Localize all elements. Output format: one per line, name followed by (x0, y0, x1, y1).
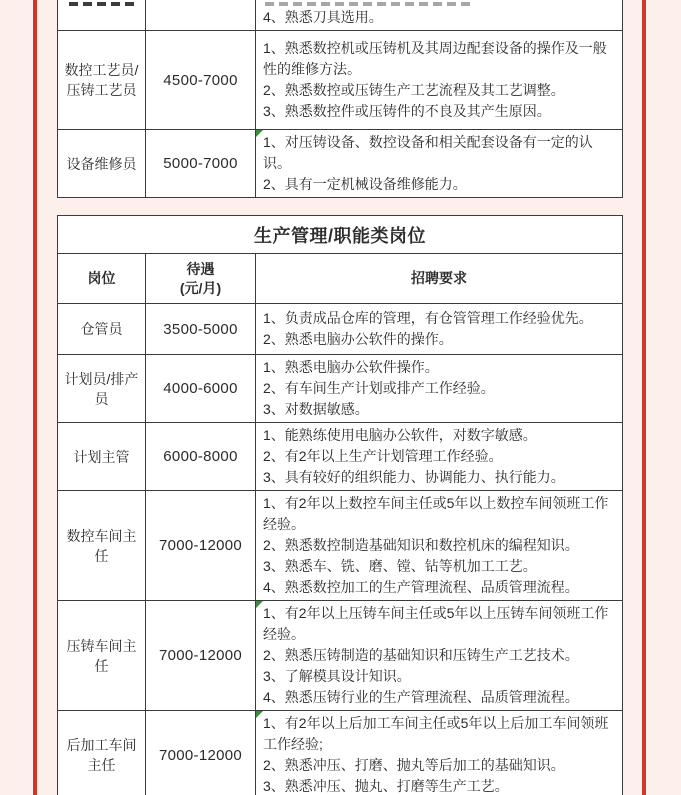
requirement-item: 1、熟悉数控机或压铸机及其周边配套设备的操作及一般性的维修方法。 (263, 40, 607, 77)
salary-cell: 7000-12000 (146, 601, 256, 711)
salary-cell: 7000-12000 (146, 491, 256, 601)
cutoff-text-remnant (265, 2, 475, 6)
salary-cell: 4500-7000 (146, 31, 256, 130)
salary-cell: 4000-6000 (146, 355, 256, 423)
requirement-item: 2、熟悉压铸制造的基础知识和压铸生产工艺技术。 (263, 647, 579, 663)
requirement-item: 1、有2年以上后加工车间主任或5年以上后加工车间领班工作经验; (263, 715, 609, 752)
requirement-item: 2、熟悉数控或压铸生产工艺流程及其工艺调整。 (263, 82, 565, 98)
salary-cell: 5000-7000 (146, 130, 256, 198)
salary-cell: 3500-5000 (146, 304, 256, 355)
requirement-item: 1、负责成品仓库的管理，有仓管管理工作经验优先。 (263, 310, 593, 326)
cutoff-text-remnant (69, 2, 135, 6)
table-row (58, 31, 623, 130)
requirement-item: 1、能熟练使用电脑办公软件，对数字敏感。 (263, 427, 537, 443)
requirement-item: 1、熟悉电脑办公软件操作。 (263, 359, 439, 375)
requirement-item: 1、对压铸设备、数控设备和相关配套设备有一定的认识。 (263, 134, 593, 171)
requirement-item: 3、具有较好的组织能力、协调能力、执行能力。 (263, 469, 565, 485)
requirements-cell (256, 0, 623, 31)
position-cell: 计划员/排产员 (58, 355, 146, 423)
table-row (58, 491, 623, 601)
table-title: 生产管理/职能类岗位 (58, 216, 623, 254)
requirements-cell (256, 711, 623, 795)
position-cell: 数控工艺员/压铸工艺员 (58, 31, 146, 130)
table-row (58, 355, 623, 423)
column-header-requirements: 招聘要求 (256, 254, 623, 304)
requirements-cell (256, 423, 623, 491)
position-cell: 仓管员 (58, 304, 146, 355)
management-jobs-table (57, 215, 623, 795)
salary-cell: 6000-8000 (146, 423, 256, 491)
requirement-item: 2、熟悉冲压、打磨、抛丸等后加工的基础知识。 (263, 757, 565, 773)
requirement-item: 2、具有一定机械设备维修能力。 (263, 176, 467, 192)
table-row (58, 304, 623, 355)
position-cell: 数控车间主任 (58, 491, 146, 601)
requirement-item: 2、熟悉电脑办公软件的操作。 (263, 331, 453, 347)
salary-header-unit: (元/月) (179, 279, 222, 296)
requirements-cell (256, 130, 623, 198)
article-content (57, 0, 622, 795)
table-row (58, 423, 623, 491)
requirement-item: 3、了解模具设计知识。 (263, 668, 411, 684)
salary-header-label: 待遇 (186, 260, 215, 277)
requirement-item: 4、熟悉压铸行业的生产管理流程、品质管理流程。 (263, 689, 579, 705)
requirement-item: 2、有2年以上生产计划管理工作经验。 (263, 448, 503, 464)
table-row (58, 601, 623, 711)
table-row (58, 711, 623, 795)
table-row (58, 0, 623, 31)
salary-cell (146, 0, 256, 31)
requirement-item: 3、对数据敏感。 (263, 401, 369, 417)
column-header-salary (146, 254, 256, 304)
requirements-cell (256, 355, 623, 423)
position-cell: 后加工车间主任 (58, 711, 146, 795)
requirements-cell (256, 31, 623, 130)
position-cell: 压铸车间主任 (58, 601, 146, 711)
position-cell: 计划主管 (58, 423, 146, 491)
requirement-item: 3、熟悉数控件或压铸件的不良及其产生原因。 (263, 103, 551, 119)
technical-jobs-table (57, 0, 623, 198)
right-accent-line (642, 0, 646, 795)
requirement-item: 4、熟悉刀具选用。 (263, 9, 383, 25)
position-cell (58, 0, 146, 31)
requirement-item: 2、熟悉数控制造基础知识和数控机床的编程知识。 (263, 537, 579, 553)
requirement-item: 2、有车间生产计划或排产工作经验。 (263, 380, 495, 396)
table-title-row (58, 216, 623, 254)
requirement-item: 3、熟悉车、铣、磨、镗、钻等机加工工艺。 (263, 558, 537, 574)
requirement-item: 3、熟悉冲压、抛丸、打磨等生产工艺。 (263, 778, 509, 794)
column-header-position: 岗位 (58, 254, 146, 304)
salary-cell: 7000-12000 (146, 711, 256, 795)
requirement-item: 1、有2年以上压铸车间主任或5年以上压铸车间领班工作经验。 (263, 605, 609, 642)
requirements-cell (256, 601, 623, 711)
position-cell: 设备维修员 (58, 130, 146, 198)
left-accent-line (33, 0, 37, 795)
table-header-row (58, 254, 623, 304)
requirements-cell (256, 304, 623, 355)
requirement-item: 1、有2年以上数控车间主任或5年以上数控车间领班工作经验。 (263, 495, 609, 532)
requirements-cell (256, 491, 623, 601)
table-row (58, 130, 623, 198)
requirement-item: 4、熟悉数控加工的生产管理流程、品质管理流程。 (263, 579, 579, 595)
